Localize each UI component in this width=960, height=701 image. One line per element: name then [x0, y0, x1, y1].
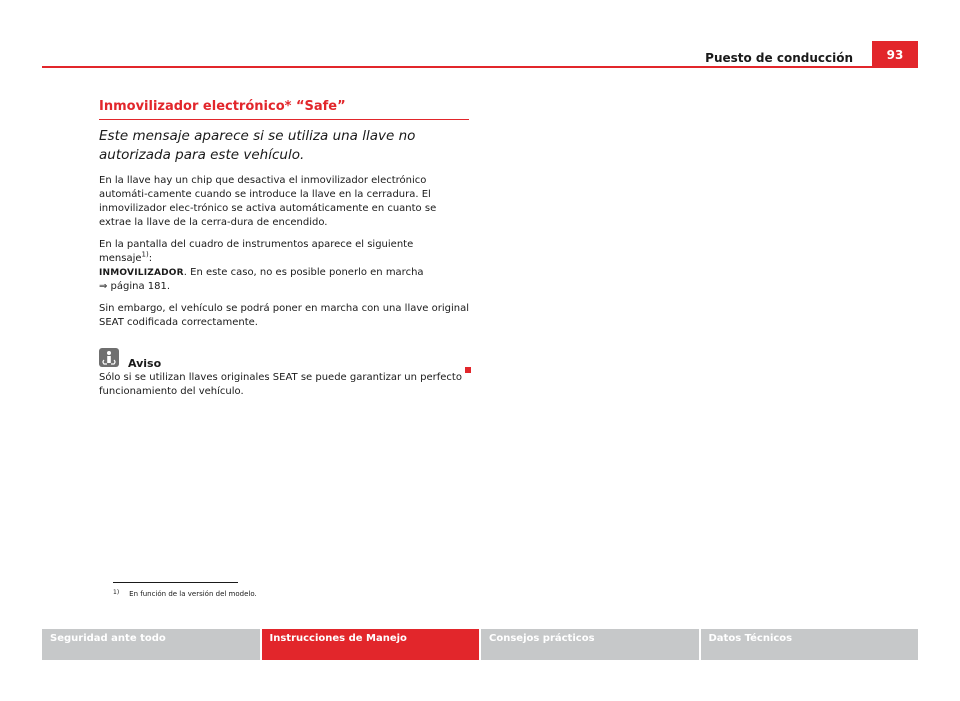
tab-seguridad-ante-todo[interactable]: Seguridad ante todo	[42, 629, 260, 660]
running-header-title: Puesto de conducción	[705, 51, 853, 65]
paragraph-chip: En la llave hay un chip que desactiva el inmovilizador electrónico automáti-camente cuando se introduce la llave en la cerradura. El inmovilizador elec-trónico se activa automáticamente en cuanto se extrae la llave de la cerra-dura de encendido.	[99, 175, 437, 228]
footnote-rule	[113, 582, 238, 583]
tab-datos-tecnicos[interactable]: Datos Técnicos	[701, 629, 919, 660]
paragraph-display-message	[99, 238, 469, 294]
display-message-code: INMOVILIZADOR	[99, 268, 184, 278]
info-note-icon	[99, 348, 119, 367]
message-mid-text: . En este caso, no es posible ponerlo en marcha	[183, 267, 424, 278]
section-title: Inmovilizador electrónico* “Safe”	[99, 99, 469, 120]
footnote-reference[interactable]: 1)	[141, 250, 149, 259]
paragraph-original-key: Sin embargo, el vehículo se podrá poner en marcha con una llave original SEAT codificada correctamente.	[99, 303, 469, 328]
message-colon: :	[148, 253, 153, 264]
page-number: 93	[872, 41, 918, 68]
note-header	[99, 348, 469, 370]
main-content	[99, 99, 469, 407]
tab-consejos-practicos[interactable]: Consejos prácticos	[481, 629, 699, 660]
section-end-marker	[465, 367, 471, 373]
footnote-text: En función de la versión del modelo.	[129, 590, 257, 598]
header-rule	[42, 66, 918, 68]
page-reference-link[interactable]: ⇒ página 181.	[99, 281, 171, 292]
tab-instrucciones-de-manejo[interactable]: Instrucciones de Manejo	[262, 629, 480, 660]
note-label: Aviso	[128, 357, 162, 370]
message-lead-text: En la pantalla del cuadro de instrumentos aparece el siguiente mensaje	[99, 239, 414, 264]
chapter-tabs	[42, 629, 918, 660]
note-text: Sólo si se utilizan llaves originales SEAT se puede garantizar un perfecto funcionamiento del vehículo.	[99, 372, 462, 397]
section-intro: Este mensaje aparece si se utiliza una llave no autorizada para este vehículo.	[99, 128, 416, 163]
footnote	[113, 590, 257, 598]
footnote-mark: 1)	[113, 589, 120, 596]
